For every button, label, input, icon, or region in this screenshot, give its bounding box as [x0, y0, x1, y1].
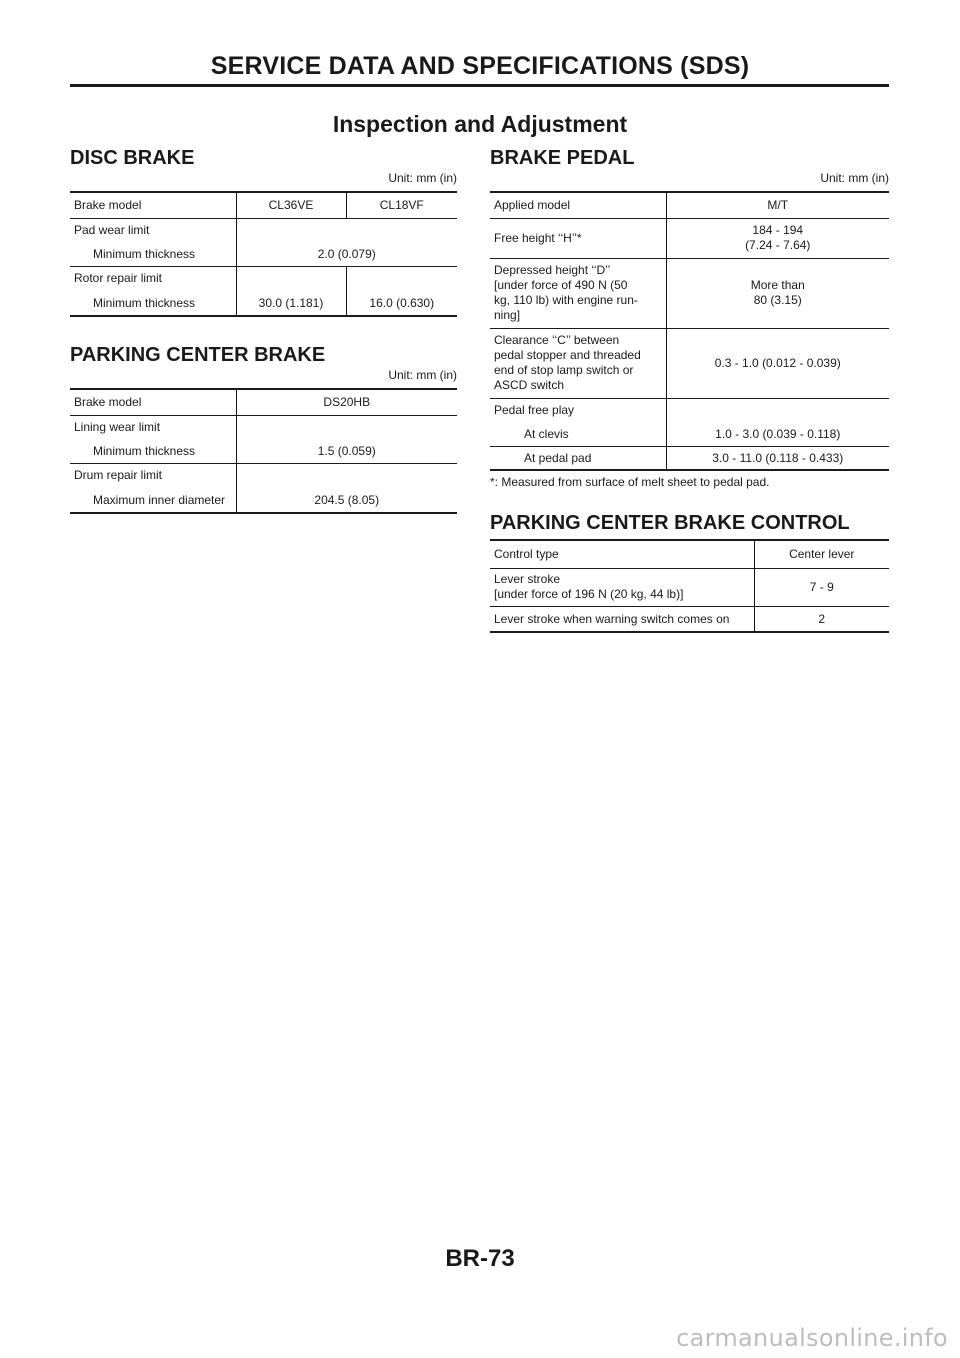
brake-pedal-table [490, 191, 889, 471]
disc-brake-title: DISC BRAKE [70, 147, 195, 169]
disc-brake-table [70, 191, 457, 317]
depressed-height-value-line-2: 80 (3.15) [753, 293, 802, 307]
section-header-title: SERVICE DATA AND SPECIFICATIONS (SDS) [210, 52, 750, 80]
free-height-value-line-2: (7.24 - 7.64) [745, 238, 811, 252]
depressed-height-value-line-1: More than [750, 278, 805, 292]
pad-min-thickness-value: 2.0 (0.079) [236, 242, 457, 266]
drum-max-diameter-value: 204.5 (8.05) [236, 487, 457, 513]
table-row [70, 439, 457, 463]
at-clevis-value: 1.0 - 3.0 (0.039 - 0.118) [666, 422, 889, 446]
pad-wear-limit-label: Pad wear limit [70, 218, 236, 242]
parking-center-brake-title: PARKING CENTER BRAKE [70, 344, 326, 366]
brake-model-label: Brake model [74, 198, 142, 213]
table-row [490, 218, 889, 258]
lever-stroke-value: 7 - 9 [754, 568, 889, 606]
at-clevis-label: At clevis [524, 426, 569, 441]
parking-brake-table [70, 388, 457, 514]
lining-wear-limit-label: Lining wear limit [70, 415, 236, 439]
pad-min-thickness-label: Minimum thickness [93, 246, 196, 261]
table-row [70, 415, 457, 439]
lining-min-thickness-value: 1.5 (0.059) [236, 439, 457, 463]
table-row [490, 606, 889, 632]
depressed-height-label-line-1: Depressed height ‘‘D’’ [494, 263, 611, 277]
model-cl36ve: CL36VE [236, 192, 346, 218]
drum-max-diameter-label: Maximum inner diameter [93, 492, 226, 507]
table-row [70, 389, 457, 415]
left-column [70, 146, 457, 514]
parking-brake-unit: Unit: mm (in) [388, 368, 457, 382]
at-pedal-pad-label: At pedal pad [490, 446, 666, 470]
table-row [490, 422, 889, 446]
at-pedal-pad-value: 3.0 - 11.0 (0.118 - 0.433) [666, 446, 889, 470]
control-type-value: Center lever [754, 540, 889, 568]
table-row [70, 266, 457, 290]
disc-brake-unit: Unit: mm (in) [388, 171, 457, 185]
rotor-min-thickness-value-1: 30.0 (1.181) [236, 290, 346, 316]
table-row [490, 192, 889, 218]
header-rule [70, 84, 889, 87]
depressed-height-label-line-2: [under force of 490 N (50 [494, 278, 628, 292]
lever-stroke-label [490, 568, 754, 606]
table-row [490, 328, 889, 398]
brake-model-label: Brake model [74, 395, 142, 410]
applied-model-label: Applied model [494, 198, 571, 213]
clearance-label-line-3: end of stop lamp switch or [494, 363, 634, 377]
clearance-label-line-1: Clearance ‘‘C’’ between [494, 333, 620, 347]
watermark: carmanualsonline.info [676, 1324, 948, 1352]
pedal-free-play-label: Pedal free play [490, 398, 666, 422]
table-row [490, 446, 889, 470]
free-height-value [666, 218, 889, 258]
model-cl18vf: CL18VF [346, 192, 457, 218]
lining-min-thickness-label: Minimum thickness [93, 443, 196, 458]
table-row [70, 290, 457, 316]
table-row [490, 568, 889, 606]
clearance-label-line-4: ASCD switch [494, 378, 565, 392]
depressed-height-value [666, 258, 889, 328]
drum-repair-limit-label: Drum repair limit [70, 463, 236, 487]
lever-stroke-label-line-1: Lever stroke [494, 572, 561, 586]
page-number: BR-73 [445, 1245, 515, 1272]
clearance-label-line-2: pedal stopper and threaded [494, 348, 641, 362]
table-row [490, 398, 889, 422]
page-heading: Inspection and Adjustment [332, 111, 628, 137]
table-row [70, 242, 457, 266]
free-height-label: Free height ‘‘H’’* [490, 218, 666, 258]
warning-stroke-value: 2 [754, 606, 889, 632]
brake-pedal-unit: Unit: mm (in) [820, 171, 889, 185]
rotor-repair-limit-label: Rotor repair limit [70, 266, 236, 290]
rotor-min-thickness-value-2: 16.0 (0.630) [346, 290, 457, 316]
clearance-label [490, 328, 666, 398]
table-row [490, 540, 889, 568]
clearance-value: 0.3 - 1.0 (0.012 - 0.039) [666, 328, 889, 398]
free-height-value-line-1: 184 - 194 [752, 223, 804, 237]
applied-model-value: M/T [666, 192, 889, 218]
depressed-height-label-line-3: kg, 110 lb) with engine run- [494, 293, 638, 307]
depressed-height-label [490, 258, 666, 328]
depressed-height-label-line-4: ning] [494, 308, 521, 322]
table-row [70, 218, 457, 242]
parking-control-table [490, 539, 889, 633]
lever-stroke-label-line-2: [under force of 196 N (20 kg, 44 lb)] [494, 587, 684, 601]
brake-pedal-title: BRAKE PEDAL [490, 147, 635, 169]
table-row [490, 258, 889, 328]
parking-brake-control-title: PARKING CENTER BRAKE CONTROL [490, 512, 850, 534]
table-row [70, 487, 457, 513]
table-row [70, 463, 457, 487]
control-type-label: Control type [494, 547, 559, 562]
warning-stroke-label: Lever stroke when warning switch comes on [490, 606, 754, 632]
rotor-min-thickness-label: Minimum thickness [93, 295, 196, 310]
right-column [490, 146, 889, 633]
table-row [70, 192, 457, 218]
brake-model-value: DS20HB [236, 389, 457, 415]
footnote: *: Measured from surface of melt sheet to pedal pad. [490, 475, 770, 489]
